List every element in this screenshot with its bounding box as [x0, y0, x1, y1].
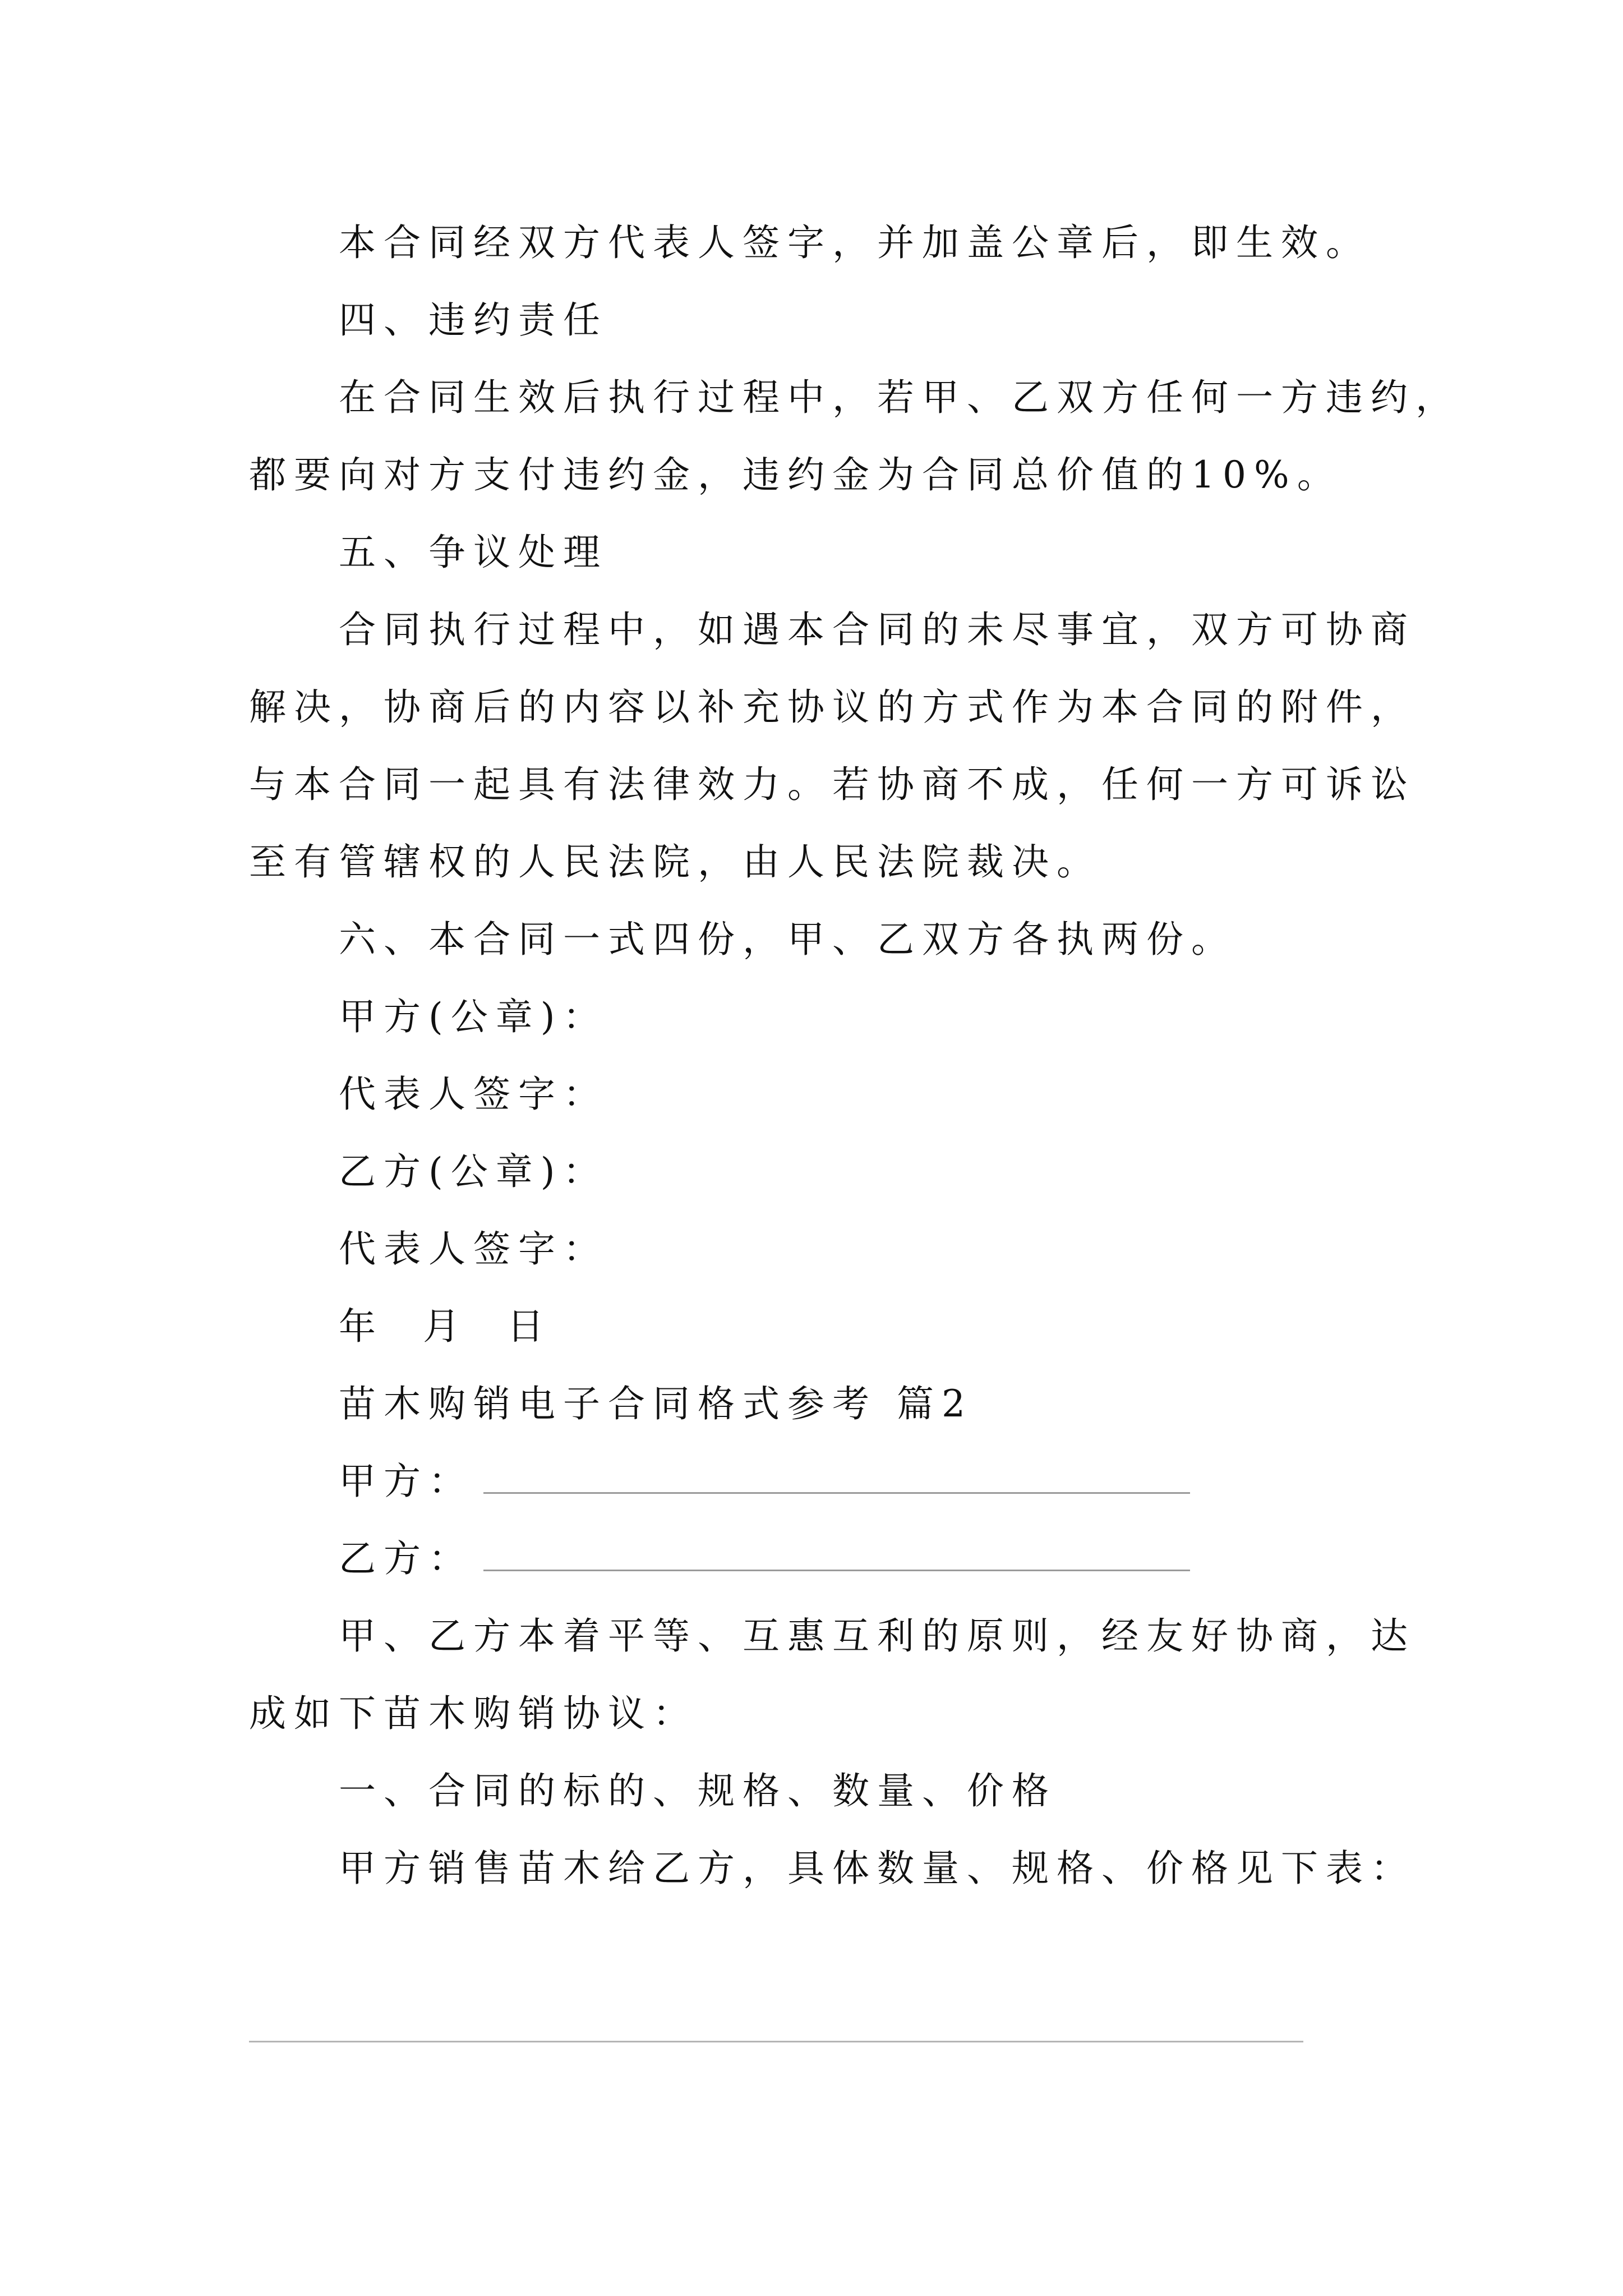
paragraph-dispute-line-4: 至有管辖权的人民法院，由人民法院裁决。 [249, 840, 1101, 884]
heading-subject-spec-quantity-price: 一、合同的标的、规格、数量、价格 [339, 1769, 1057, 1812]
party-b-seal-label: 乙方(公章)： [339, 1150, 608, 1193]
paragraph-breach-line-2: 都要向对方支付违约金，违约金为合同总价值的10%。 [249, 453, 1342, 496]
paragraph-sale-details: 甲方销售苗木给乙方，具体数量、规格、价格见下表： [339, 1847, 1415, 1890]
section-title-part-2: 苗木购销电子合同格式参考 篇2 [339, 1382, 973, 1425]
paragraph-effective: 本合同经双方代表人签字，并加盖公章后，即生效。 [339, 221, 1371, 264]
heading-dispute-handling: 五、争议处理 [339, 531, 608, 574]
party-b-label: 乙方： [339, 1537, 473, 1580]
paragraph-copies: 六、本合同一式四份，甲、乙双方各执两份。 [339, 918, 1236, 961]
party-a-seal-label: 甲方(公章)： [339, 995, 608, 1038]
heading-breach-liability: 四、违约责任 [339, 298, 608, 342]
paragraph-principle-line-1: 甲、乙方本着平等、互惠互利的原则，经友好协商，达 [339, 1614, 1415, 1658]
paragraph-dispute-line-2: 解决，协商后的内容以补充协议的方式作为本合同的附件， [249, 685, 1415, 729]
date-label: 年 月 日 [339, 1305, 552, 1348]
paragraph-breach-line-1: 在合同生效后执行过程中，若甲、乙双方任何一方违约， [339, 376, 1460, 419]
party-a-field-row [339, 1456, 1190, 1507]
party-b-blank-line [483, 1536, 1190, 1571]
party-a-blank-line [483, 1458, 1190, 1494]
party-a-label: 甲方： [339, 1460, 473, 1503]
paragraph-dispute-line-3: 与本合同一起具有法律效力。若协商不成，任何一方可诉讼 [249, 763, 1415, 806]
party-b-field-row [339, 1534, 1190, 1584]
paragraph-principle-line-2: 成如下苗木购销协议： [249, 1692, 698, 1735]
party-a-representative-label: 代表人签字： [339, 1073, 608, 1116]
party-b-representative-label: 代表人签字： [339, 1227, 608, 1271]
footer-divider [249, 2041, 1303, 2042]
paragraph-dispute-line-1: 合同执行过程中，如遇本合同的未尽事宜，双方可协商 [339, 608, 1415, 651]
